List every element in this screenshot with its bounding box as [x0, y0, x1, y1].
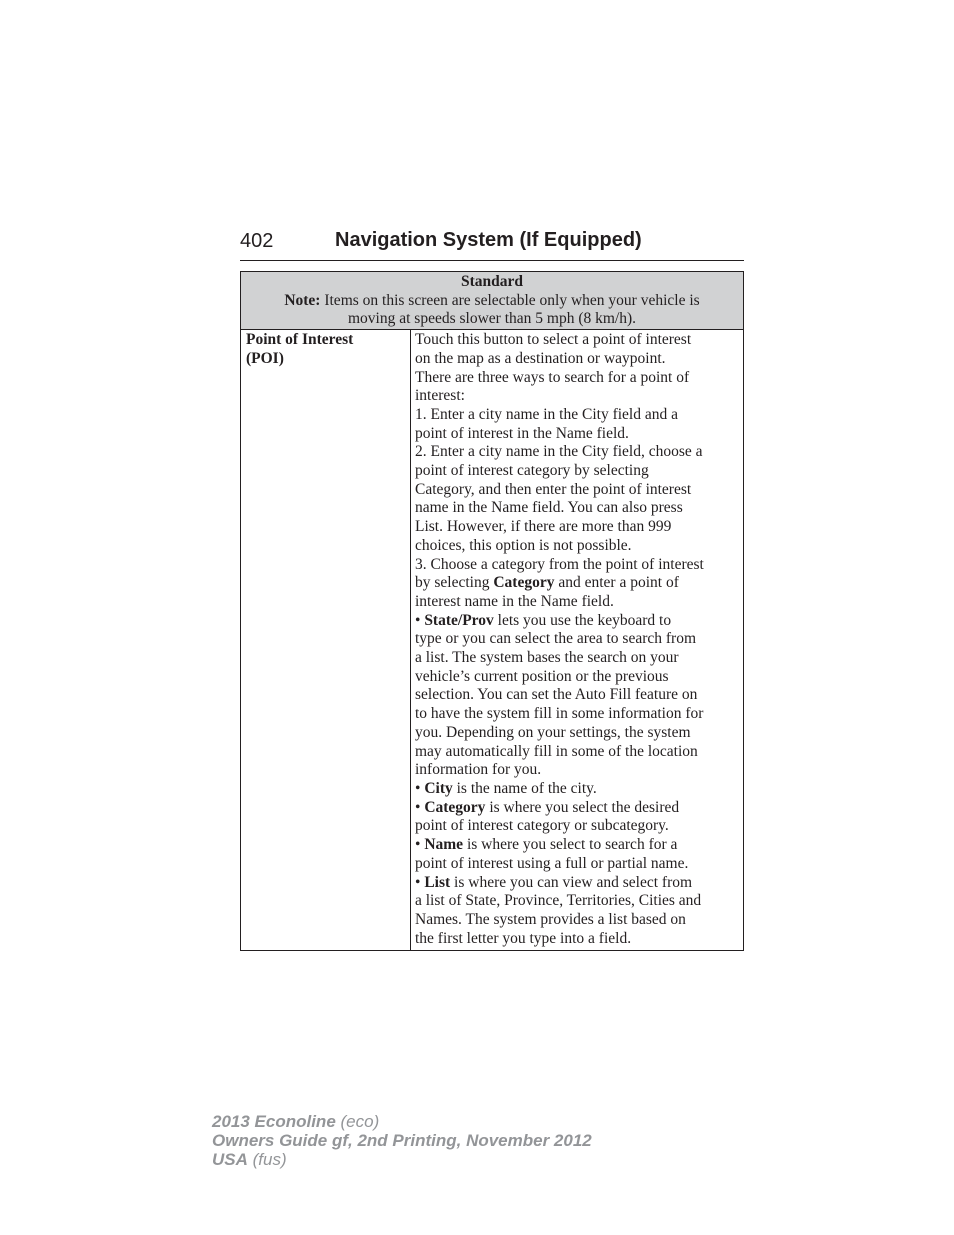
bullet-glyph: • — [415, 836, 425, 854]
desc-line: choices, this option is not possible. — [415, 536, 632, 554]
desc-line: on the map as a destination or waypoint. — [415, 349, 666, 367]
desc-line: 1. Enter a city name in the City field and a — [415, 405, 678, 423]
navigation-settings-table — [240, 271, 744, 951]
bullet-glyph: • — [415, 779, 425, 797]
footer-line-model — [212, 1112, 592, 1131]
footer-line-guide — [212, 1131, 592, 1150]
bullet-state-prov — [415, 612, 739, 631]
desc-line: point of interest category by selecting — [415, 462, 649, 480]
desc-line: point of interest category or subcategory. — [415, 817, 669, 835]
page-footer — [212, 1112, 592, 1169]
desc-line: Touch this button to select a point of interest — [415, 331, 692, 349]
desc-bold-term: List — [424, 873, 451, 891]
bullet-city — [415, 780, 739, 799]
desc-line: you. Depending on your settings, the system — [415, 723, 691, 741]
desc-line: point of interest in the Name field. — [415, 424, 629, 442]
footer-model-code: (eco) — [335, 1112, 380, 1131]
desc-line: interest name in the Name field. — [415, 592, 614, 610]
desc-line: point of interest using a full or partial name. — [415, 854, 689, 872]
bullet-name — [415, 836, 739, 855]
desc-text: is where you select the desired — [485, 798, 680, 816]
bullet-list — [415, 874, 739, 893]
table-note — [255, 292, 729, 311]
desc-text: is where you can view and select from — [450, 873, 693, 891]
desc-line: the first letter you type into a field. — [415, 929, 632, 947]
desc-line: type or you can select the area to search from — [415, 630, 697, 648]
desc-text: is where you select to search for a — [463, 836, 678, 854]
footer-model: 2013 Econoline — [212, 1112, 336, 1131]
page-number: 402 — [240, 230, 274, 252]
desc-line: 3. Choose a category from the point of interest — [415, 555, 704, 573]
desc-line: 2. Enter a city name in the City field, choose a — [415, 443, 703, 461]
bullet-glyph: • — [415, 873, 425, 891]
page-header — [240, 228, 744, 261]
table-header-row — [241, 272, 744, 330]
footer-line-market — [212, 1150, 592, 1169]
row-label-line1: Point of Interest — [246, 331, 354, 349]
footer-market-code: (fus) — [247, 1150, 287, 1169]
footer-guide: Owners Guide gf, 2nd Printing, November 2012 — [212, 1131, 592, 1150]
footer-market: USA — [212, 1150, 248, 1169]
desc-bold-term: State/Prov — [424, 611, 494, 629]
desc-line: a list of State, Province, Territories, Cities and — [415, 892, 702, 910]
desc-line: interest: — [415, 387, 465, 405]
desc-line: selection. You can set the Auto Fill feature on — [415, 686, 698, 704]
section-title: Navigation System (If Equipped) — [335, 229, 642, 251]
desc-line: List. However, if there are more than 999 — [415, 518, 672, 536]
desc-line: Names. The system provides a list based on — [415, 910, 686, 928]
bullet-glyph: • — [415, 798, 425, 816]
table-title: Standard — [460, 273, 524, 290]
desc-text: by selecting — [415, 574, 494, 592]
desc-bold-term: Name — [424, 836, 464, 854]
desc-line: name in the Name field. You can also press — [415, 499, 683, 517]
desc-text: and enter a point of — [554, 574, 679, 592]
desc-text: is the name of the city. — [452, 779, 597, 797]
desc-line: a list. The system bases the search on your — [415, 649, 679, 667]
desc-line: information for you. — [415, 761, 542, 779]
table-header-cell — [241, 272, 744, 330]
note-text-line1: Items on this screen are selectable only when your vehicle is — [324, 291, 700, 309]
row-description-cell — [411, 330, 744, 951]
row-label-cell — [241, 330, 411, 951]
desc-bold-term: Category — [493, 574, 555, 592]
desc-bold-term: City — [424, 779, 453, 797]
desc-line — [415, 574, 739, 593]
bullet-glyph: • — [415, 611, 425, 629]
desc-line: vehicle’s current position or the previous — [415, 667, 669, 685]
row-label-line2: (POI) — [246, 349, 284, 367]
desc-line: to have the system fill in some information for — [415, 705, 704, 723]
note-text-line2: moving at speeds slower than 5 mph (8 km/h). — [348, 310, 636, 328]
note-label: Note: — [284, 291, 321, 309]
desc-line: There are three ways to search for a point of — [415, 368, 690, 386]
bullet-category — [415, 799, 739, 818]
desc-bold-term: Category — [424, 798, 486, 816]
desc-line: Category, and then enter the point of interest — [415, 480, 692, 498]
table-row — [241, 330, 744, 951]
desc-text: lets you use the keyboard to — [493, 611, 672, 629]
desc-line: may automatically fill in some of the location — [415, 742, 698, 760]
